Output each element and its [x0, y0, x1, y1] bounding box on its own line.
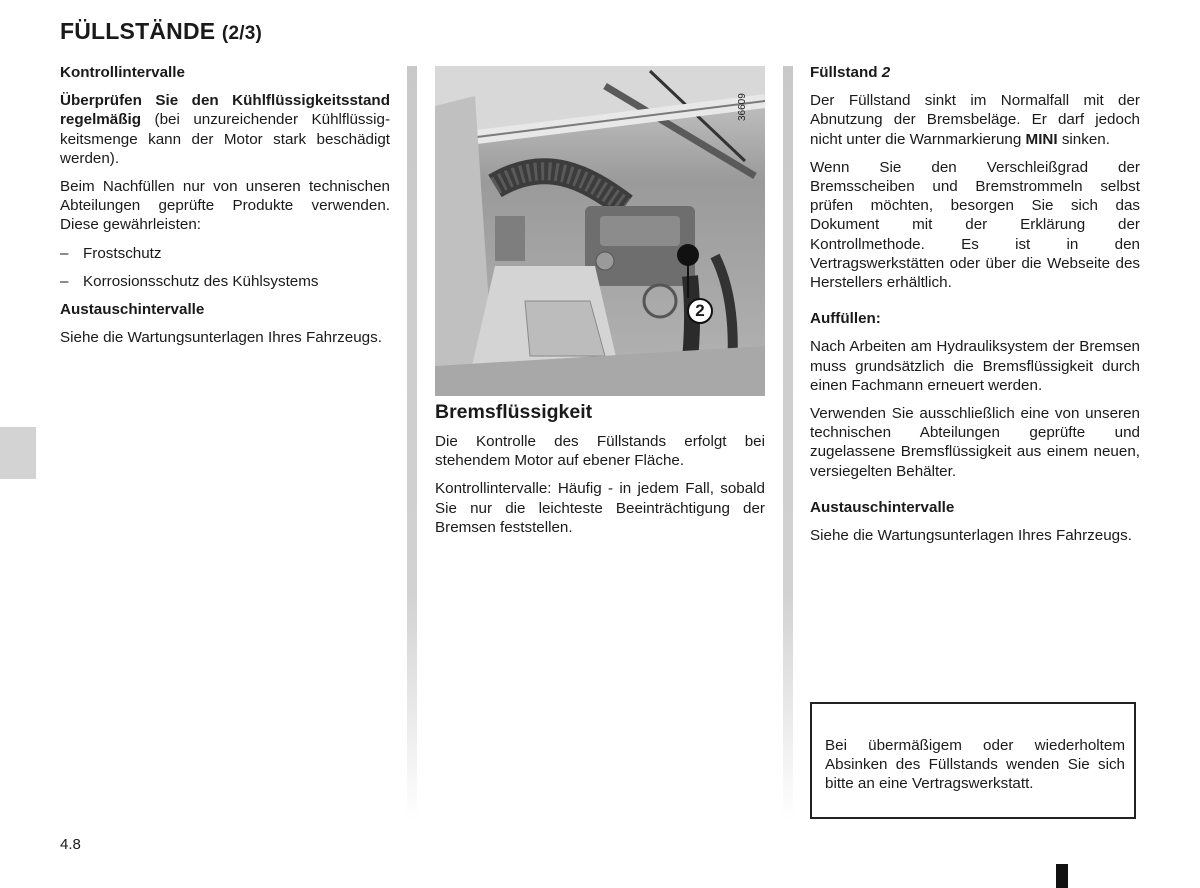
- image-code: 36609: [737, 93, 748, 121]
- column-divider-left: [407, 66, 417, 821]
- heading-control-intervals: Kontrollintervalle: [60, 64, 185, 81]
- fill-level-text-a: Der Füllstand sinkt im Normalfall mit der Abnutzung der Bremsbeläge. Er darf jedoch nicht unter die Warnmarkierung: [810, 92, 1140, 148]
- note-text: Bei übermäßigem oder wiederholtem Absinken des Füllstands wenden Sie sich bitte an eine Vertragswerkstatt.: [825, 737, 1125, 793]
- bullet-item: [60, 244, 390, 263]
- page-number: 4.8: [60, 836, 81, 853]
- engine-bay-illustration: [435, 66, 765, 396]
- heading-fill-level-number: 2: [881, 64, 891, 81]
- coolant-check-paragraph: [60, 91, 390, 168]
- fill-level-paragraph: [810, 91, 1140, 149]
- corner-mark: [1056, 864, 1068, 888]
- column-divider-right: [783, 66, 793, 821]
- page-title-text: FÜLLSTÄNDE: [60, 18, 216, 44]
- bullet-text: Frostschutz: [83, 244, 162, 262]
- note-box: [810, 702, 1136, 819]
- brake-fluid-paragraph-1: Die Kontrolle des Füllstands erfolgt bei stehendem Motor auf ebener Fläche.: [435, 433, 765, 470]
- replacement-paragraph-right: Siehe die Wartungsunterlagen Ihres Fahrzeugs.: [810, 527, 1132, 545]
- engine-bay-photo: [435, 66, 765, 396]
- heading-replacement-intervals-right: Austauschintervalle: [810, 498, 955, 516]
- heading-fill-level: [810, 63, 1140, 82]
- bullet-text: Korrosionsschutz des Kühlsystems: [83, 272, 319, 290]
- left-column: [60, 63, 390, 356]
- callout-2-badge: [687, 298, 713, 324]
- callout-number: 2: [695, 301, 705, 320]
- chapter-tab: [0, 427, 36, 479]
- coolant-check-rest: (bei unzureichender Kühlflüssig-keitsmenge kann der Motor stark beschädigt werden).: [60, 111, 390, 167]
- refill-paragraph-1: Nach Arbeiten am Hydrauliksystem der Bremsen muss grundsätzlich die Bremsflüssigkeit durch einen Fachmann erneuert werden.: [810, 338, 1140, 394]
- coolant-check-bold: Überprüfen Sie den Kühlflüssigkeitsstand regelmäßig: [60, 92, 390, 129]
- refill-paragraph: Beim Nachfüllen nur von unseren technischen Abteilungen geprüfte Produkte verwenden. Diese gewährleisten:: [60, 178, 390, 234]
- right-column: [810, 63, 1140, 554]
- refill-paragraph-2: Verwenden Sie ausschließlich eine von unseren technischen Abteilungen geprüfte und zugelassene Bremsflüssigkeit aus einem neuen, versiegelten Behälter.: [810, 405, 1140, 480]
- mini-marking: MINI: [1025, 130, 1058, 148]
- brake-fluid-heading: Bremsflüssigkeit: [435, 401, 593, 423]
- bullet-dash: –: [60, 272, 69, 290]
- fill-level-text-b: sinken.: [1057, 130, 1110, 148]
- bullet-item: [60, 272, 390, 291]
- heading-replacement-intervals: Austauschintervalle: [60, 301, 205, 319]
- middle-column: [435, 432, 765, 546]
- page-title-part: (2/3): [221, 23, 262, 44]
- page-title: [60, 18, 262, 45]
- heading-fill-level-text: Füllstand: [810, 64, 878, 81]
- wear-paragraph: Wenn Sie den Verschleißgrad der Bremsscheiben und Bremstrommeln selbst prüfen möchten, besorgen Sie sich das Dokument mit der Erklärung der Kontrollmethode. Es ist in den Vertragswerkstätten oder über die Webseite des Herstellers erhältlich.: [810, 158, 1140, 292]
- heading-refill: Auffüllen:: [810, 310, 881, 328]
- replacement-paragraph: Siehe die Wartungsunterlagen Ihres Fahrzeugs.: [60, 329, 382, 347]
- brake-fluid-paragraph-2: Kontrollintervalle: Häufig - in jedem Fall, sobald Sie nur die leichteste Beeinträchtigung der Bremsen feststellen.: [435, 480, 765, 536]
- bullet-dash: –: [60, 244, 69, 262]
